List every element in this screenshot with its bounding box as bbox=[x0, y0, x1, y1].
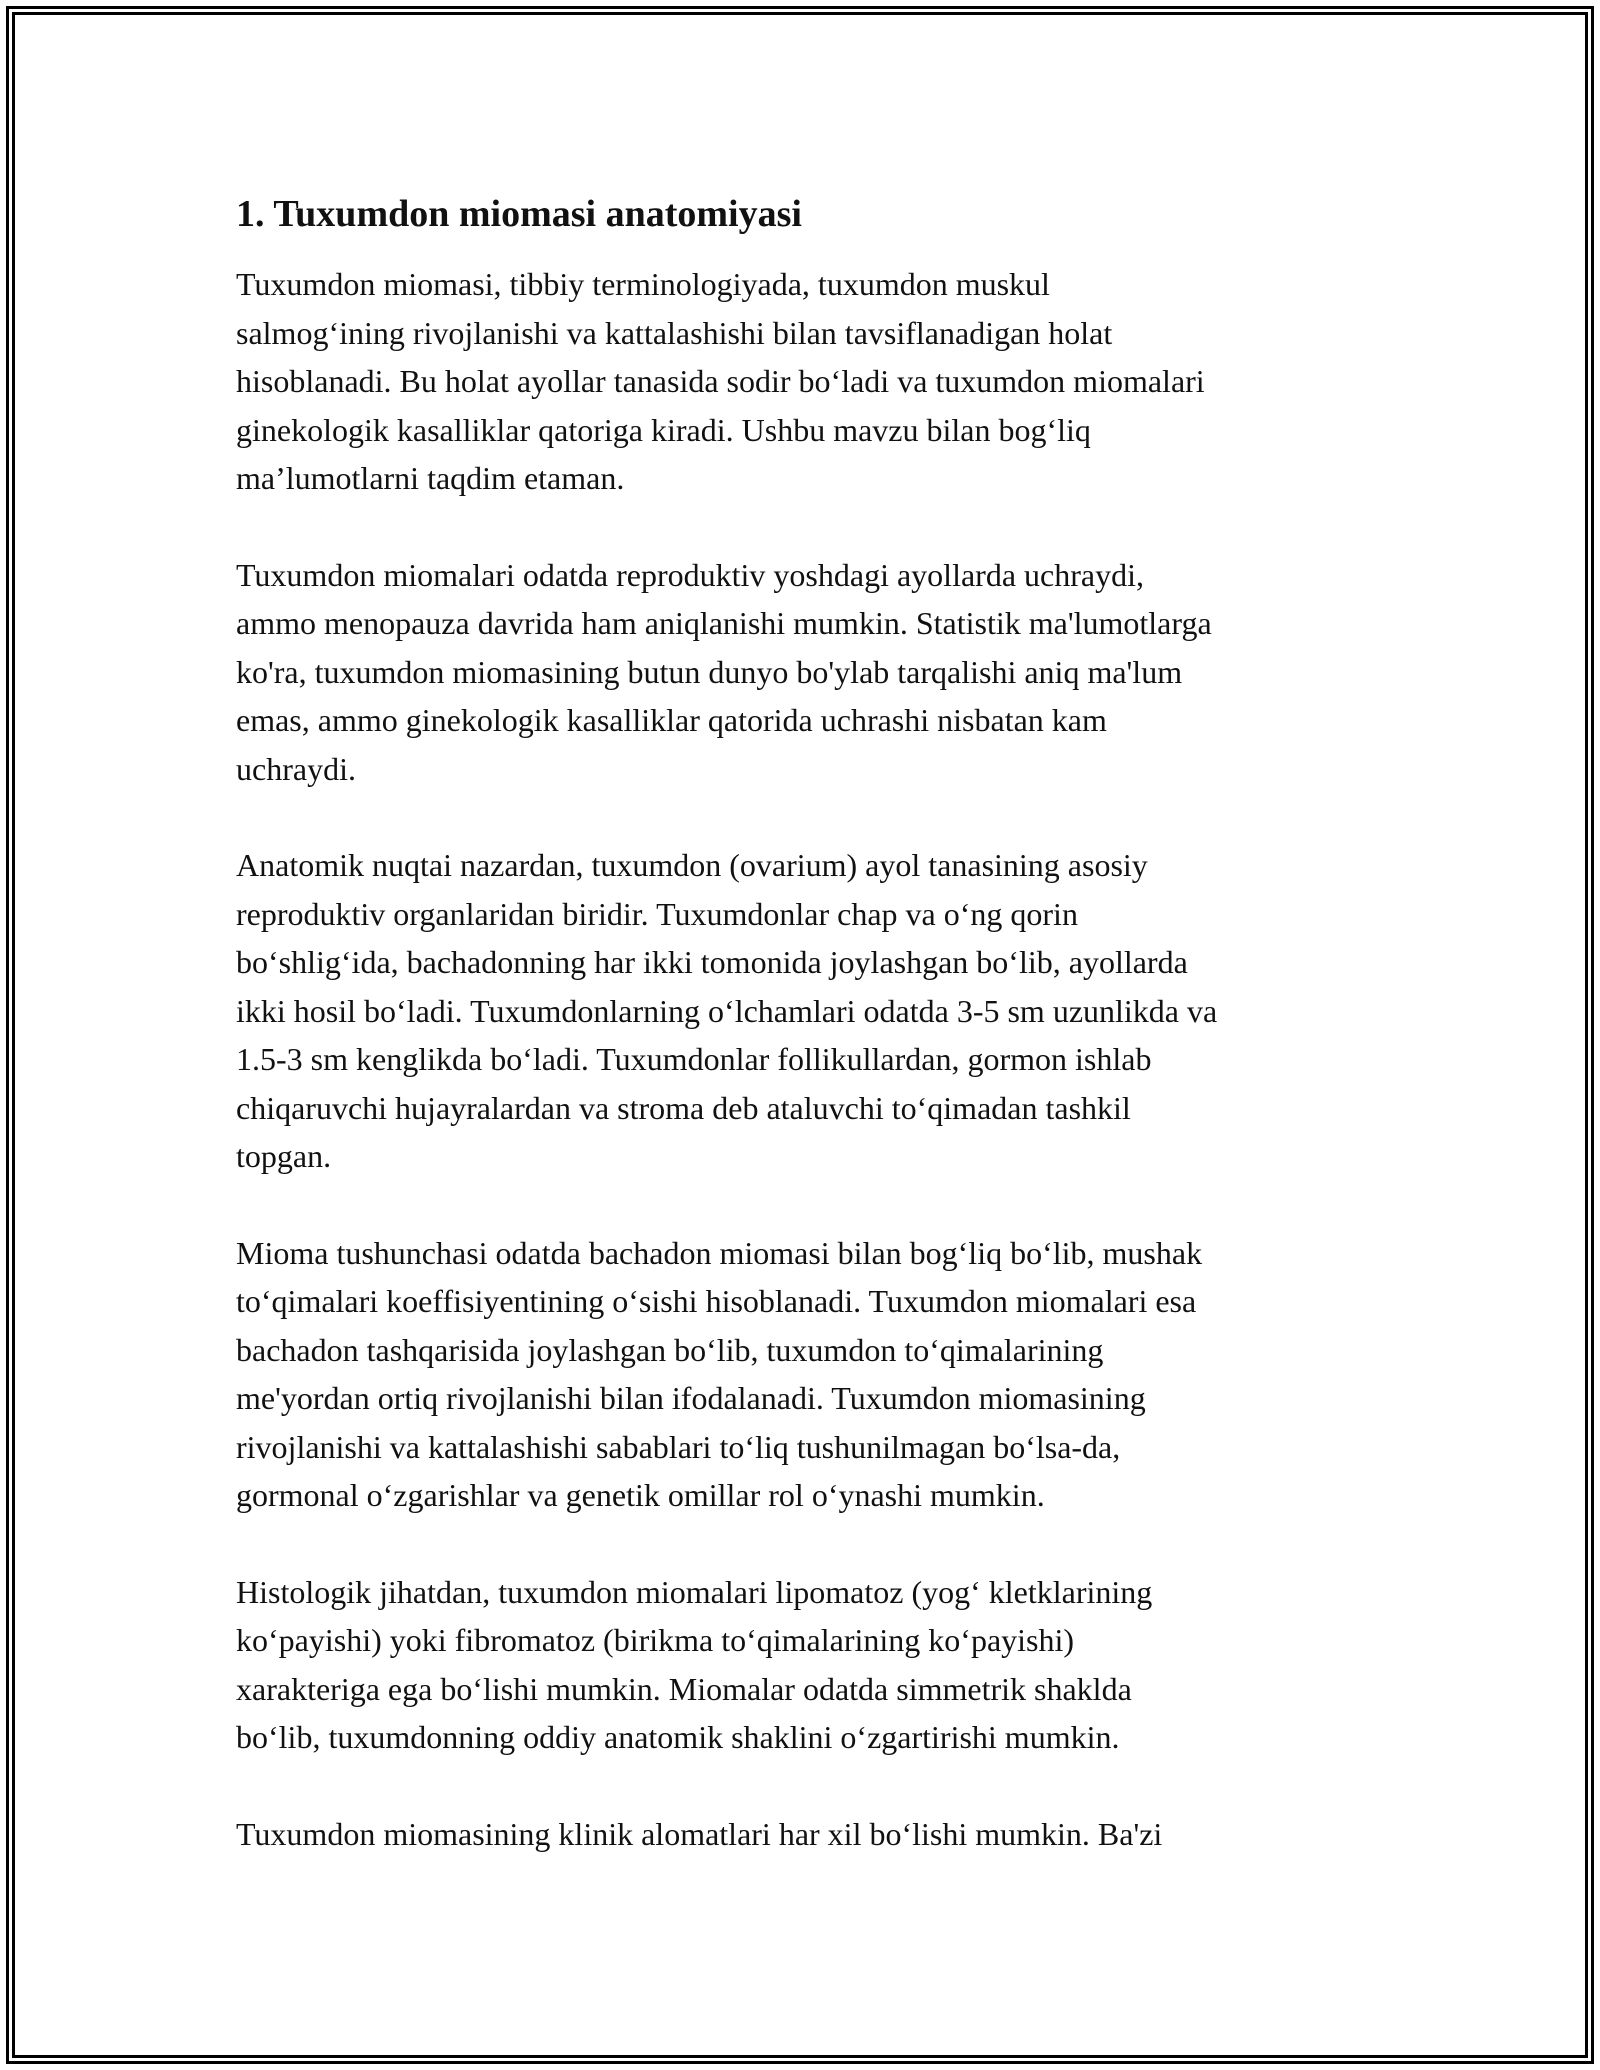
paragraph-3: Anatomik nuqtai nazardan, tuxumdon (ovarium) ayol tanasining asosiy reproduktiv organlaridan biridir. Tuxumdonlar chap va o‘ng qorin bo‘shlig‘ida, bachadonning har ikki tomonida joylashgan bo‘lib, ayollarda ikki hosil bo‘ladi. Tuxumdonlarning o‘lchamlari odatda 3-5 sm uzunlikda va 1.5-3 sm kenglikda bo‘ladi. Tuxumdonlar follikullardan, gormon ishlab chiqaruvchi hujayralardan va stroma deb ataluvchi to‘qimadan tashkil topgan. bbox=[236, 847, 1218, 1174]
paragraph-4: Mioma tushunchasi odatda bachadon miomasi bilan bog‘liq bo‘lib, mushak to‘qimalari koeffisiyentining o‘sishi hisoblanadi. Tuxumdon miomalari esa bachadon tashqarisida joylashgan bo‘lib, tuxumdon to‘qimalarining me'yordan ortiq rivojlanishi bilan ifodalanadi. Tuxumdon miomasining rivojlanishi va kattalashishi sabablari to‘liq tushunilmagan bo‘lsa-da, gormonal o‘zgarishlar va genetik omillar rol o‘ynashi mumkin. bbox=[236, 1234, 1203, 1513]
paragraph-1: Tuxumdon miomasi, tibbiy terminologiyada, tuxumdon muskul salmog‘ining rivojlanishi va kattalashishi bilan tavsiflanadigan holat hisoblanadi. Bu holat ayollar tanasida sodir bo‘ladi va tuxumdon miomalari ginekologik kasalliklar qatoriga kiradi. Ushbu mavzu bilan bog‘liq ma’lumotlarni taqdim etaman. bbox=[236, 266, 1205, 496]
paragraph-6: Tuxumdon miomasining klinik alomatlari har xil bo‘lishi mumkin. Ba'zi bbox=[236, 1815, 1163, 1852]
section-heading: 1. Tuxumdon miomasi anatomiyasi bbox=[236, 193, 802, 235]
paragraph-2: Tuxumdon miomalari odatda reproduktiv yoshdagi ayollarda uchraydi, ammo menopauza davrida ham aniqlanishi mumkin. Statistik ma'lumotlarga ko'ra, tuxumdon miomasining butun dunyo bo'ylab tarqalishi aniq ma'lum emas, ammo ginekologik kasalliklar qatorida uchrashi nisbatan kam uchraydi. bbox=[236, 556, 1212, 787]
document-body bbox=[236, 188, 1376, 1906]
paragraph-5: Histologik jihatdan, tuxumdon miomalari lipomatoz (yog‘ kletklarining ko‘payishi) yoki fibromatoz (birikma to‘qimalarining ko‘payishi) xarakteriga ega bo‘lishi mumkin. Miomalar odatda simmetrik shaklda bo‘lib, tuxumdonning oddiy anatomik shaklini o‘zgartirishi mumkin. bbox=[236, 1573, 1153, 1755]
